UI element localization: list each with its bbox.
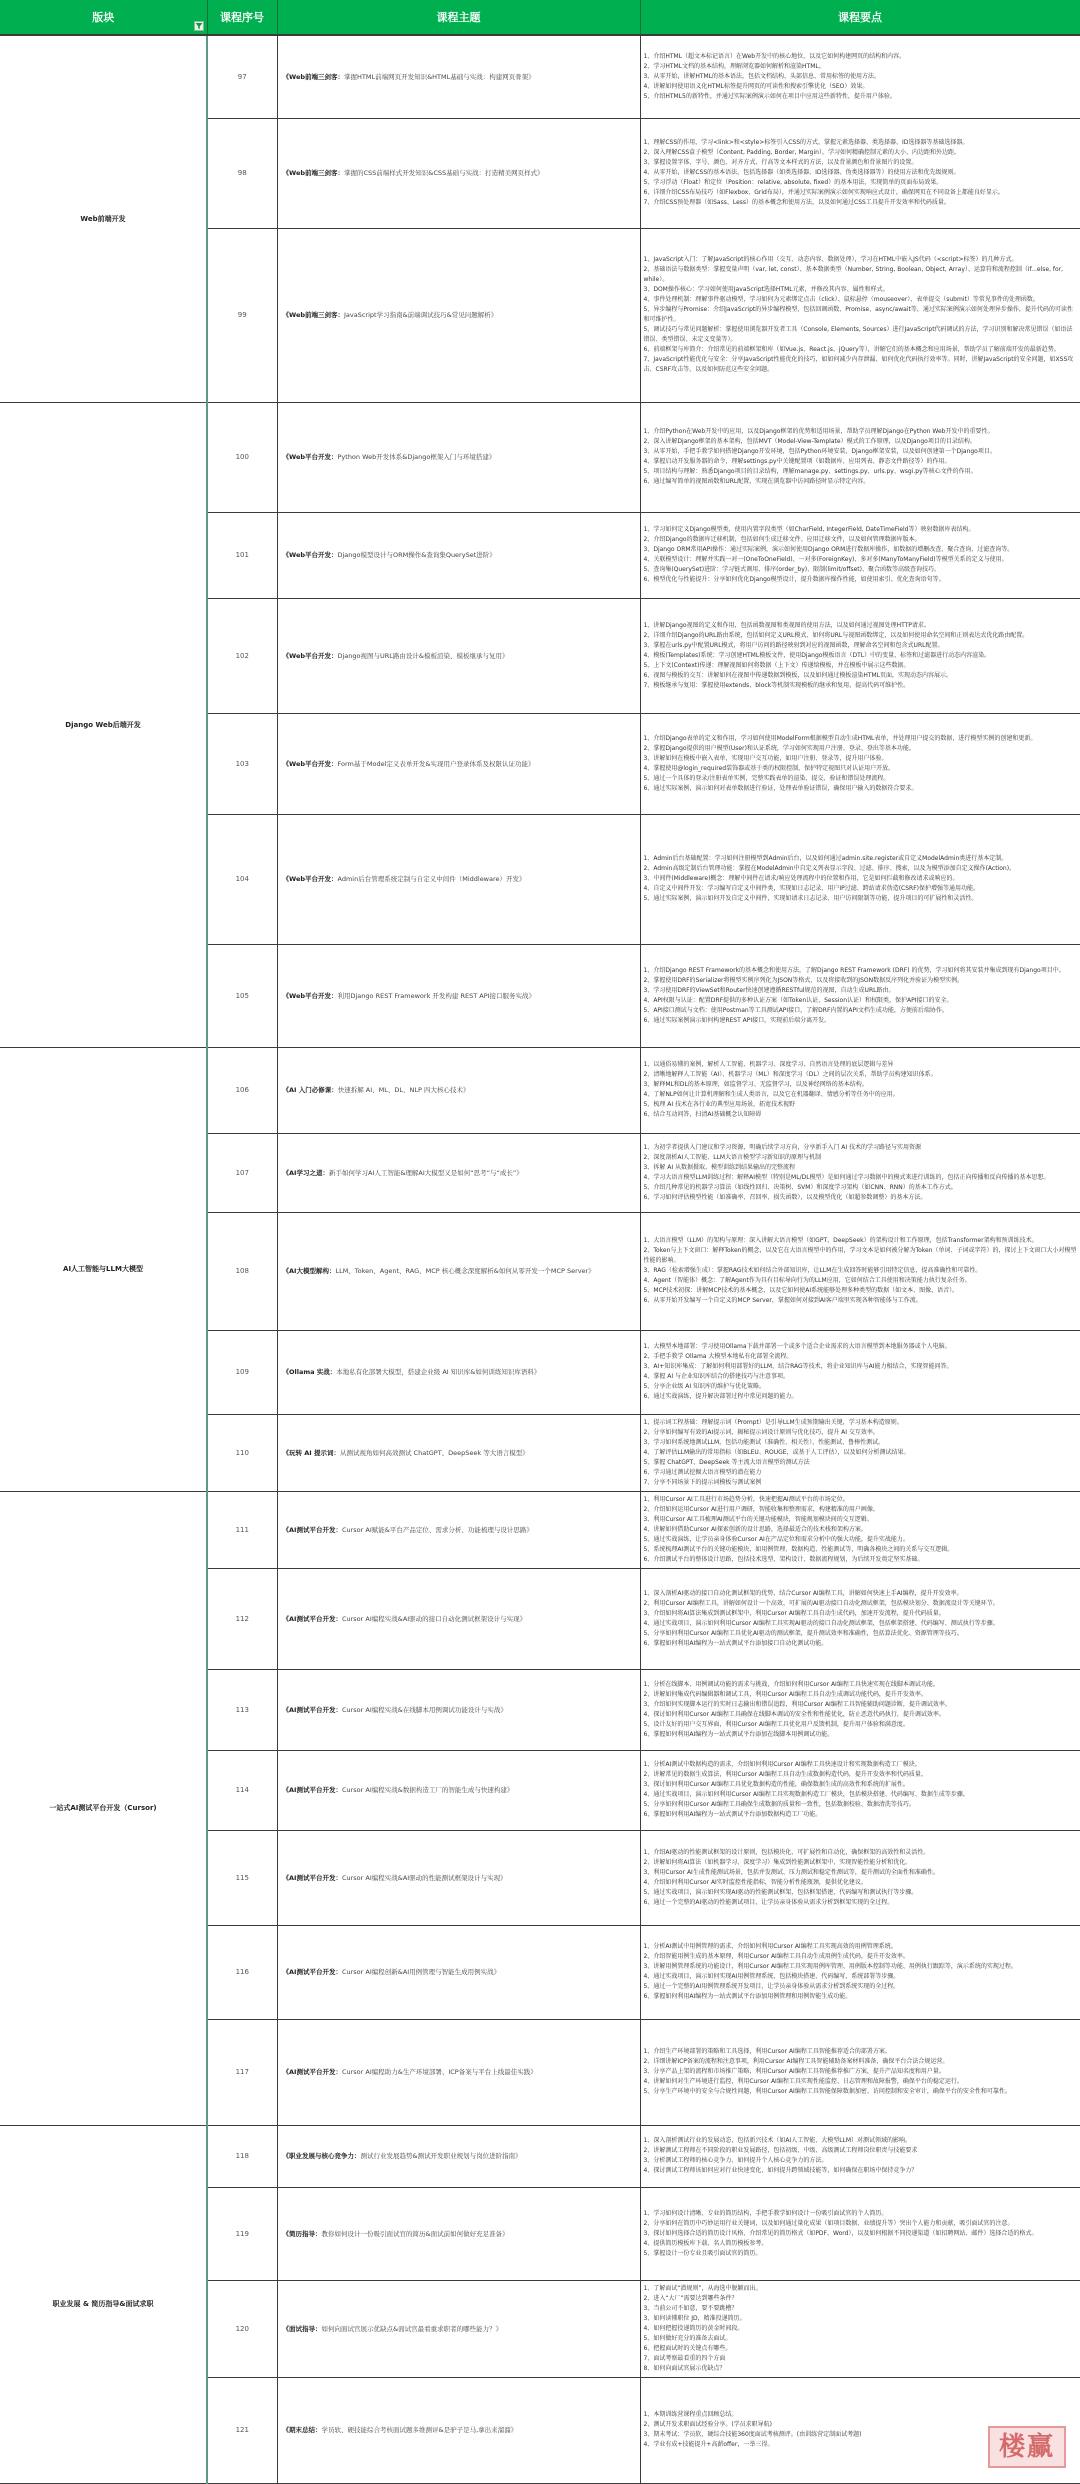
point-item: 6、介绍测试平台的整体设计思路，包括技术选型、架构设计、数据流程规划，为后续开发奠定坚实基础。	[643, 1555, 924, 1563]
course-number-cell[interactable]: 117	[207, 2019, 277, 2125]
point-item: 5、异步编程与Promise：介绍JavaScript的异步编程模型，包括回调函数、Promise、async/await等，通过实际案例演示如何处理异步操作，提升代码的可读性和可维护性。	[643, 306, 1073, 323]
point-item: 4、模板(Templates)系统：学习创建HTML模板文件，使用Django模板语言（DTL）中的变量、标签和过滤器进行动态内容渲染。	[643, 651, 991, 659]
course-topic-cell[interactable]	[277, 1212, 640, 1330]
point-item: 2、讲解如何将AI算法（如机器学习、深度学习）集成到性能测试框架中，实现智能性能分析和优化。	[643, 1858, 912, 1866]
point-item: 4、讲解如何对生产环境进行监控，利用Cursor AI编程工具实现性能监控、日志管理和故障报警，确保平台的稳定运行。	[643, 2078, 963, 2085]
topic-text: 快速拆解 AI、ML、DL、NLP 四大核心技术》	[337, 1086, 470, 1094]
course-points-cell[interactable]	[640, 2125, 1080, 2187]
point-item: 6、掌握如何利用AI编程为一站式测试平台添加接口自动化测试功能。	[643, 1639, 828, 1647]
table-row	[0, 402, 1080, 512]
point-item: 1、大语言模型（LLM）的架构与原理：深入讲解大语言模型（如GPT、DeepSeek）的架构设计和工作原理，包括Transformer架构和预训练技术。	[643, 1237, 1038, 1244]
point-item: 4、掌握使用@login_required装饰器或基于类的权限控制，保护特定视图只对认证用户开放。	[643, 764, 895, 772]
course-topic-cell[interactable]	[277, 35, 640, 118]
topic-prefix: 《Web平台开发：	[282, 991, 338, 1000]
point-item: 5、分享企业级 AI 知识库的维护与优化策略。	[643, 1383, 766, 1390]
point-item: 3、DOM操作核心：学习如何使用JavaScript选择HTML元素，并修改其内容、属性和样式。	[643, 286, 889, 293]
point-item: 4、Agent（智能体）概念：了解Agent作为具有目标导向行为的LLM应用，它如何结合工具使用和决策能力执行复杂任务。	[643, 1277, 971, 1284]
course-points-cell[interactable]	[640, 1925, 1080, 2019]
point-item: 1、介绍生产环境部署的策略和工具选择，利用Cursor AI编程工具智能推荐适合的部署方案。	[643, 2048, 891, 2055]
point-item: 6、通过编写简单的视图函数和URL配置，实现在浏览器中访问路径时显示特定内容。	[643, 478, 870, 485]
point-item: 1、Admin后台基础配置：学习如何注册模型到Admin后台，以及如何通过admin.site.register或自定义ModelAdmin类进行基本定制。	[643, 855, 1008, 862]
topic-prefix: 《简历指导：	[282, 2229, 322, 2238]
point-item: 4、讲解如何使用语义化HTML标签提升网页的可读性和搜索引擎优化（SEO）效果。	[643, 82, 869, 90]
topic-text: JavaScript学习指南&前端调试技巧&常见问题解析》	[344, 311, 498, 319]
course-topic-cell[interactable]	[277, 2377, 640, 2483]
course-points-cell[interactable]	[640, 228, 1080, 402]
point-item: 6、通过实际案例，演示如何对表单数据进行验证，处理表单验证错误，确保用户输入的数据符合要求。	[643, 784, 918, 792]
table-body	[0, 35, 1080, 2483]
topic-text: Cursor AI编程实战&AI驱动的接口自动化测试框架设计与实现》	[341, 1614, 527, 1623]
point-item: 2、深入讲解Django框架的基本架构，包括MVT（Model-View-Template）模式的工作原理，以及Django项目的目录结构。	[643, 438, 976, 445]
point-item: 6、掌握如何利用AI编程为一站式测试平台添加在线脚本用例调试功能。	[643, 1730, 834, 1738]
point-item: 3、拆解 AI 从数据摄取、模型训练到结果输出的完整流程	[643, 1163, 796, 1171]
block-cell[interactable]: 一站式AI测试平台开发（Cursor)	[0, 1491, 207, 2125]
topic-text: 掌握HTML前端网页开发知识&HTML基础与实战：构建网页骨架》	[344, 72, 535, 81]
point-item: 5、通过实战项目，演示如何实现AI驱动的性能测试框架，包括框架搭建、代码编写和测试执行等步骤。	[643, 1888, 918, 1896]
point-item: 1、介绍Django REST Framework的基本概念和使用方法，了解Django REST Framework (DRF) 的优势，学习如何将其安装并集成到现有Django项目中。	[643, 966, 1065, 974]
header-row	[0, 0, 1080, 35]
point-item: 3、讲解如何在模板中嵌入表单，实现用户交互功能，如用户注册、登录等，提升用户体验。	[643, 754, 888, 762]
course-topic-cell[interactable]	[277, 2187, 640, 2280]
point-item: 1、介绍Python在Web开发中的应用，以及Django框架的优势和适用场景，帮助学员理解Django在Python Web开发中的重要性。	[643, 428, 994, 435]
course-points-cell[interactable]	[640, 1669, 1080, 1750]
point-item: 5、梳理 AI 技术在各行业的典型应用场景，拓宽技术视野	[643, 1101, 796, 1108]
point-item: 2、详细介绍Django的URL路由系统，包括如何定义URL模式、如何将URL与视图函数绑定，以及如何使用命名空间和正则表达式优化路由配置。	[643, 631, 1029, 639]
point-item: 2、清晰地解释人工智能（AI）、机器学习（ML）和深度学习（DL）之间的层次关系，帮助学员构建知识体系。	[643, 1071, 937, 1078]
block-cell[interactable]: 职业发展 & 简历指导&面试求职	[0, 2125, 207, 2483]
point-item: 3、探讨如何利用Cursor AI编程工具优化数据构造的性能，确保数据生成的高效性和系统的扩展性。	[643, 1781, 909, 1788]
point-item: 1、学习如何定义Django模型类，使用内置字段类型（如CharField, IntegerField, DateTimeField等）映射数据库表结构。	[643, 526, 975, 533]
course-number-cell[interactable]: 120	[207, 2280, 277, 2377]
point-item: 2、详细讲解ICP备案的流程和注意事项，利用Cursor AI编程工具智能辅助备案材料准备，确保平台合法合规运营。	[643, 2058, 949, 2065]
point-item: 6、通过实际案例演示如何构建REST API接口，实现前后端分离开发。	[643, 1016, 831, 1024]
point-item: 2、介绍Django的数据库迁移机制，包括如何生成迁移文件、应用迁移文件，以及如何管理数据库版本。	[643, 536, 921, 543]
course-number-cell[interactable]: 101	[207, 512, 277, 598]
point-item: 2、讲解常见的数据生成算法，利用Cursor AI编程工具自动生成数据构造代码，提升开发效率和代码质量。	[643, 1771, 927, 1778]
course-topic-cell[interactable]	[277, 814, 640, 944]
point-item: 1、了解面试“潜规则”，从海选中脱颖而出。	[643, 2284, 762, 2292]
course-topic-cell[interactable]	[277, 1491, 640, 1568]
course-topic-cell[interactable]	[277, 2280, 640, 2377]
point-item: 6、学习通过测试挖掘大语言模型的潜在能力	[643, 1468, 762, 1476]
point-item: 4、学业有成+技能提升+高薪offer，一举三得。	[643, 2441, 774, 2448]
course-points-cell[interactable]	[640, 512, 1080, 598]
point-item: 4、介绍如何利用Cursor AI实时监控性能指标，智能分析性能瓶颈，提供优化建议。	[643, 1878, 867, 1886]
point-item: 6、学习如何评估模型性能（如准确率、召回率、损失函数），以及模型优化（如超参数调整）的基本方法。	[643, 1193, 927, 1201]
point-item: 5、查询集(QuerySet)进阶：学习链式调用、排序(order_by)、限制(limit/offset)、聚合函数等高级查询技巧。	[643, 566, 941, 573]
point-item: 3、当前公司不如意，要不要跳槽？	[643, 2304, 738, 2312]
point-item: 3、分析测试工程师的核心竞争力、如何提升个人核心竞争力的方法。	[643, 2157, 828, 2164]
topic-text: Cursor AI编程助力&生产环境部署、ICP备案与平台上线最佳实践》	[341, 2068, 537, 2076]
point-item: 4、如何把握投递简历的黄金时间段。	[643, 2324, 744, 2332]
course-number-cell[interactable]: 118	[207, 2125, 277, 2187]
topic-prefix: 《Web前端三剑客：	[282, 72, 344, 81]
point-item: 1、JavaScript入门：了解JavaScript的核心作用（交互、动态内容、数据处理），学习在HTML中嵌入JS代码（<script>标签）的几种方式。	[643, 256, 1018, 263]
header-block[interactable]: 版块	[0, 0, 207, 35]
point-item: 3、中间件(Middleware)概念：理解中间件在请求/响应处理流程中的位置和作用，它是如何拦截和修改请求或响应的。	[643, 875, 959, 882]
point-item: 7、JavaScript性能优化与安全：分享JavaScript性能优化的技巧，如如何减少内存泄漏、如何优化代码执行效率等。同时，讲解JavaScript的安全问题，如XSS攻击、CSRF攻击等，以及如何防范这些安全问题。	[643, 356, 1074, 373]
point-item: 8、如何向面试官展示优缺点？	[643, 2364, 726, 2372]
course-points-cell[interactable]	[640, 35, 1080, 118]
course-number-cell[interactable]: 108	[207, 1212, 277, 1330]
point-item: 3、分享产品上架的流程和市场推广策略，利用Cursor AI编程工具智能推荐推广方案，提升产品知名度和用户量。	[643, 2068, 945, 2075]
point-item: 3、RAG（检索增强生成）：掌握RAG技术如何结合外部知识库，让LLM在生成回答时能够引用特定信息，提高准确性和可靠性。	[643, 1267, 982, 1274]
point-item: 1、介绍AI驱动的性能测试框架的设计原则，包括模块化、可扩展性和自动化，确保框架的高效性和灵活性。	[643, 1848, 930, 1856]
course-number-cell[interactable]: 97	[207, 35, 277, 118]
point-item: 5、掌握 ChatGPT、DeepSeek 等主流大语言模型的测试方法	[643, 1458, 810, 1466]
point-item: 2、介绍智能用例生成的基本原理，利用Cursor AI编程工具自动生成用例生成代码，提升开发效率。	[643, 1953, 909, 1960]
course-number-cell[interactable]: 112	[207, 1568, 277, 1669]
point-item: 1、理解CSS的作用，学习<link>和<style>标签引入CSS的方式，掌握元素选择器、类选择器、ID选择器等基础选择器。	[643, 139, 969, 146]
course-number-cell[interactable]: 102	[207, 598, 277, 713]
point-item: 2、学习HTML文档的基本结构，理解浏览器如何解析和渲染HTML。	[643, 62, 825, 70]
course-number-cell[interactable]: 105	[207, 944, 277, 1047]
point-item: 3、介绍如何实现脚本运行的实时日志输出和错误追踪，利用Cursor AI编程工具智能辅助问题诊断，提升调试效率。	[643, 1700, 951, 1708]
course-topic-cell[interactable]	[277, 2125, 640, 2187]
course-points-cell[interactable]	[640, 402, 1080, 512]
topic-prefix: 《Ollama 实战：	[282, 1368, 337, 1376]
point-item: 6、通过一个完整的AI驱动的性能测试项目，让学员亲身体验从需求分析到框架实现的全过程。	[643, 1898, 894, 1906]
point-item: 7、模板继承与复用：掌握使用extends、block等机制实现模板的继承和复用，提高代码可维护性。	[643, 681, 910, 689]
topic-text: 测试行业发展趋势&测试开发职业规划与岗位进阶指南》	[360, 2152, 522, 2160]
topic-prefix: 《Web平台开发：	[282, 551, 338, 559]
point-item: 5、学习浮动（Float）和定位（Position：relative, absolute, fixed）的基本用法，实现简单的页面布局效果。	[643, 179, 943, 186]
topic-prefix: 《Web平台开发：	[282, 875, 338, 883]
block-cell[interactable]: Django Web后端开发	[0, 402, 207, 1047]
topic-text: Cursor AI编程实战&AI驱动的性能测试框架设计与实现》	[341, 1873, 507, 1882]
topic-prefix: 《AI大模型解构：	[282, 1267, 336, 1275]
point-item: 3、学习使用DRF的ViewSet和Router快速创建遵循RESTful规范的视图，自动生成URL路由。	[643, 986, 895, 994]
block-cell[interactable]: AI人工智能与LLM大模型	[0, 1047, 207, 1491]
filter-icon[interactable]	[194, 21, 204, 31]
point-item: 1、提示词工程基础：理解提示词（Prompt）是引导LLM生成预期输出关键，学习基本构造原则。	[643, 1418, 903, 1426]
topic-prefix: 《面试指导：	[282, 2324, 322, 2333]
topic-prefix: 《Web平台开发：	[282, 453, 338, 461]
topic-text: Cursor AI赋能&平台产品定位、需求分析、功能梳理与设计思路》	[341, 1525, 533, 1534]
point-item: 4、通过实战项目，演示如何利用Cursor AI编程工具实现数据构造工厂模块，包括模块搭建、代码编写、数据生成等步骤。	[643, 1791, 969, 1798]
point-item: 1、分析AI测试中数据构造的需求，介绍如何利用Cursor AI编程工具快速设计和实现数据构造工厂模块。	[643, 1761, 921, 1768]
point-item: 4、自定义中间件开发：学习编写自定义中间件类，实现如日志记录、用户IP过滤、跨站请求伪造(CSRF)保护增强等通用功能。	[643, 885, 980, 892]
point-item: 3、如何读懂职位 JD，精准投递简历。	[643, 2314, 746, 2322]
table-row	[0, 1491, 1080, 1568]
topic-text: LLM、Token、Agent、RAG、MCP 核心概念深度解析&如何从零开发一个MCP Server》	[335, 1267, 595, 1275]
course-number-cell[interactable]: 98	[207, 118, 277, 228]
point-item: 3、从零开始，手把手教学如何搭建Django开发环境，包括Python环境安装、Django框架安装，以及如何创建第一个Django项目。	[643, 448, 996, 455]
point-item: 1、学习如何设计清晰、专业的简历结构，手把手教学如何设计一份吸引面试官的个人简历。	[643, 2209, 888, 2217]
course-number-cell[interactable]: 104	[207, 814, 277, 944]
course-points-cell[interactable]	[640, 1133, 1080, 1212]
point-item: 1、分析在线脚本、用例调试功能的需求与挑战，介绍如何利用Cursor AI编程工具快速实现在线脚本调试功能。	[643, 1680, 939, 1688]
course-points-cell[interactable]	[640, 2187, 1080, 2280]
watermark-stamp: 楼赢	[988, 2426, 1066, 2468]
course-points-cell[interactable]	[640, 1750, 1080, 1830]
block-cell[interactable]: Web前端开发	[0, 35, 207, 402]
topic-text: Admin后台管理系统定制与自定义中间件（Middleware）开发》	[337, 875, 526, 883]
point-item: 5、上下文(Context)传递：理解视图如何将数据（上下文）传递给模板，并在模板中展示这些数据。	[643, 661, 910, 669]
topic-prefix: 《期末总结：	[282, 2426, 322, 2434]
topic-prefix: 《Web平台开发：	[282, 651, 338, 660]
point-item: 3、利用Cursor AI工具梳理AI测试平台的关键功能模块，智能规划模块间的交互逻辑。	[643, 1515, 873, 1523]
topic-text: 掌握的CSS前端样式开发知识&CSS基础与实战：打造精美网页样式》	[344, 169, 544, 177]
point-item: 2、深度剖析AI人工智能、LLM大语言模型学习新知识的原理与机制	[643, 1153, 822, 1161]
course-topic-cell[interactable]	[277, 402, 640, 512]
point-item: 6、把握面试时的关键点有哪些。	[643, 2344, 732, 2352]
course-points-cell[interactable]	[640, 1212, 1080, 1330]
course-points-cell[interactable]	[640, 1568, 1080, 1669]
point-item: 1、本期训练营课程重点回顾总结。	[643, 2411, 738, 2418]
point-item: 1、讲解Django视图的定义和作用，包括函数视图和类视图的使用方法，以及如何通过视图处理HTTP请求。	[643, 621, 930, 629]
header-course-topic[interactable]: 课程主题	[277, 0, 640, 35]
topic-text: Cursor AI编程创新&AI用例管理与智能生成用例实战》	[341, 1968, 501, 1976]
course-topic-cell[interactable]	[277, 1330, 640, 1414]
course-number-cell[interactable]: 107	[207, 1133, 277, 1212]
course-topic-cell[interactable]	[277, 598, 640, 713]
point-item: 3、介绍如何将AI算法集成到测试框架中，利用Cursor AI编程工具自动生成代码，加速开发流程，提升代码质量。	[643, 1609, 945, 1617]
point-item: 5、分享生产环境中的安全与合规性问题，利用Cursor AI编程工具智能保障数据加密、访问控制和安全审计，确保平台的安全性和可靠性。	[643, 2088, 1011, 2095]
topic-text: 本地私有化部署大模型，搭建企业级 AI 知识库&如何训练知识库语料》	[336, 1368, 541, 1376]
point-item: 5、介绍HTML5的新特性，并通过实际案例演示如何在项目中应用这些新特性，提升用户体验。	[643, 92, 896, 100]
point-item: 2、手把手教学 Ollama 大模型本地私有化部署全流程。	[643, 1353, 793, 1360]
point-item: 4、掌握 AI 与企业知识库结合的搭建技巧与注意事项。	[643, 1373, 790, 1380]
topic-text: 教你如何设计一份吸引面试官的简历&面试前如何做好充足准备》	[321, 2229, 509, 2238]
point-item: 4、事件处理机制：理解事件驱动模型，学习如何为元素绑定点击（click）、鼠标悬停（mouseover）、表单提交（submit）等常见事件的处理函数。	[643, 296, 1039, 303]
point-item: 6、掌握如何利用AI编程为一站式测试平台添加数据构造工厂功能。	[643, 1811, 822, 1818]
point-item: 3、掌握在urls.py中配置URL模式，将用户访问的路径映射到对应的视图函数，理解命名空间和包含式URL配置。	[643, 641, 944, 649]
course-number-cell[interactable]: 111	[207, 1491, 277, 1568]
point-item: 5、介绍几种常见的机器学习算法（如线性回归、决策树、SVM）和深度学习架构（如CNN、RNN）的基本工作方式。	[643, 1183, 957, 1191]
course-points-cell[interactable]	[640, 2280, 1080, 2377]
point-item: 4、探讨测试工程师该如何应对行业快速变化、如何提升跨领域技能等，如何确保在职场中保持竞争力？	[643, 2167, 918, 2174]
point-item: 5、调试技巧与常见问题解析：掌握使用浏览器开发者工具（Console, Elements, Sources）进行JavaScript代码调试的方法，学习识别和解决常见错误（如语法错误、类型错误、未定义变量等）。	[643, 326, 1073, 343]
course-number-cell[interactable]: 99	[207, 228, 277, 402]
topic-prefix: 《职业发展与核心竞争力：	[282, 2152, 361, 2160]
course-topic-cell[interactable]	[277, 2019, 640, 2125]
topic-text: 利用Django REST Framework 开发构建 REST API接口服务实战》	[337, 991, 536, 1000]
point-item: 5、分享如何利用Cursor AI编程工具优化AI驱动的测试框架，提升测试效率和准确性，包括算法优化、资源管理等技巧。	[643, 1629, 963, 1637]
point-item: 1、大模型本地部署：学习使用Ollama下载并部署一个或多个适合企业需求的大语言模型到本地服务器或个人电脑。	[643, 1343, 951, 1350]
course-number-cell[interactable]: 114	[207, 1750, 277, 1830]
topic-text: 如何向面试官展示优缺点&面试官最看重求职者的哪些能力？》	[321, 2324, 503, 2333]
point-item: 3、期末考试：学员软、硬综合技能360度面试考核测评。(由训练营定制面试考题)	[643, 2431, 862, 2438]
course-number-cell[interactable]: 119	[207, 2187, 277, 2280]
topic-prefix: 《AI测试平台开发：	[282, 2068, 342, 2076]
point-item: 3、学习如何系统地测试LLM，包括功能测试（准确性、相关性）、性能测试、鲁棒性测试。	[643, 1438, 885, 1446]
course-topic-cell[interactable]	[277, 1830, 640, 1925]
point-item: 4、探讨如何利用Cursor AI编程工具确保在线脚本调试的安全性和性能优化，防止恶意代码执行，提升调试效率。	[643, 1710, 945, 1718]
point-item: 5、通过实战演练，让学员亲身体验Cursor AI在产品定位和需求分析中的强大功能，提升实战能力。	[643, 1535, 909, 1543]
point-item: 7、介绍CSS预处理器（如Sass、Less）的基本概念和使用方法，以及如何通过CSS工具提升开发效率和代码质量。	[643, 199, 950, 206]
point-item: 2、分享如何在简历中巧妙运用行业关键词，以及如何通过量化成果（如项目数据、业绩提升等）突出个人能力和贡献，吸引面试官的注意。	[643, 2219, 1014, 2227]
course-number-cell[interactable]: 116	[207, 1925, 277, 2019]
point-item: 5、通过一个完整的AI用例管理系统开发项目，让学员亲身体验从需求分析到系统实现的全过程。	[643, 1983, 900, 1990]
point-item: 3、从零开始，讲解HTML的基本语法，包括文档结构、头部信息、常用标签的使用方法。	[643, 72, 881, 80]
point-item: 4、了解NLP如何让计算机理解和生成人类语言，以及它在机器翻译、情感分析等任务中的应用。	[643, 1091, 899, 1098]
point-item: 1、介绍Django表单的定义和作用，学习如何使用ModelForm根据模型自动生成HTML表单，并处理用户提交的数据，进行模型实例的创建和更新。	[643, 734, 1037, 742]
topic-text: 新手如何学习AI人工智能&理解AI大模型又是如何“思考”与“成长”》	[328, 1168, 523, 1177]
point-item: 5、通过实际案例，演示如何开发自定义中间件，实现如请求日志记录、用户访问限制等功能，提升项目的可扩展性和灵活性。	[643, 895, 978, 902]
point-item: 1、分析AI测试中用例管理的需求，介绍如何利用Cursor AI编程工具实现高效的用例管理系统。	[643, 1943, 897, 1950]
point-item: 4、讲解如何借助Cursor AI探索创新的设计思路，选择最适合的技术栈和架构方案。	[643, 1525, 867, 1533]
point-item: 5、MCP技术初探：讲解MCP技术的基本概念，以及它如何使AI系统能够处理多种类型的数据（如文本、图像、语音）。	[643, 1287, 959, 1294]
point-item: 1、为初学者提供入门建议和学习资源，明确后续学习方向，分享新手入门 AI 技术的学习路径与实用资源	[643, 1143, 922, 1151]
topic-prefix: 《AI测试平台开发：	[282, 1614, 342, 1623]
point-item: 4、提供简历模板库下载、名人简历模板参考。	[643, 2239, 768, 2247]
table-row	[0, 35, 1080, 118]
point-item: 3、解释ML和DL的基本原理，如监督学习、无监督学习，以及神经网络的基本结构。	[643, 1081, 868, 1088]
course-points-cell[interactable]	[640, 1330, 1080, 1414]
point-item: 1、介绍HTML（超文本标记语言）在Web开发中的核心地位，以及它如何构建网页的结构和内容。	[643, 52, 906, 60]
course-topic-cell[interactable]	[277, 512, 640, 598]
point-item: 3、利用Cursor AI生成性能测试场景，包括并发测试、压力测试和稳定性测试等，提升测试的全面性和准确性。	[643, 1868, 939, 1876]
course-topic-cell[interactable]	[277, 228, 640, 402]
point-item: 6、通过实战演练，提升解决部署过程中常见问题的能力。	[643, 1393, 798, 1400]
table-row	[0, 1047, 1080, 1133]
point-item: 5、API接口测试与文档：使用Postman等工具测试API接口，了解DRF内置的API文档生成功能，方便前后端协作。	[643, 1006, 948, 1014]
point-item: 6、前端框架与库简介：介绍常见的前端框架和库（如Vue.js、React.js、jQuery等），讲解它们的基本概念和应用场景，帮助学员了解前端开发的最新趋势。	[643, 346, 1060, 353]
topic-prefix: 《Web平台开发：	[282, 759, 338, 768]
topic-text: Cursor AI编程实战&在线脚本用例调试功能设计与实战》	[341, 1705, 507, 1714]
course-points-cell[interactable]	[640, 814, 1080, 944]
point-item: 5、系统梳理AI测试平台的关键功能模块，如用例管理、数据构造、性能测试等，明确各模块之间的关系与交互逻辑。	[643, 1545, 954, 1553]
point-item: 4、通过实战项目，演示如何实现AI用例管理系统，包括模块搭建、代码编写、系统部署等步骤。	[643, 1973, 900, 1980]
course-points-cell[interactable]	[640, 1414, 1080, 1491]
point-item: 2、深入理解CSS盒子模型（Content, Padding, Border, Margin），学习如何精确控制元素的大小、内边距和外边距。	[643, 149, 960, 156]
point-item: 5、掌握设计一份专业且吸引面试官的简历。	[643, 2249, 762, 2257]
point-item: 2、Token与上下文窗口：解释Token的概念，以及它在大语言模型中的作用，学习文本是如何被分解为Token（单词、子词或字符）的，探讨上下文窗口大小对模型性能的影响。	[643, 1247, 1077, 1264]
course-number-cell[interactable]: 100	[207, 402, 277, 512]
point-item: 6、结合互动问答，扫清AI基础概念认知障碍	[643, 1111, 762, 1118]
point-item: 2、进入“大厂”需要达到哪些条件？	[643, 2294, 738, 2302]
point-item: 3、探讨如何选择合适的简历设计风格、介绍常见的简历格式（如PDF、Word），以及如何根据不同投递渠道（如招聘网站、邮件）选择合适的格式。	[643, 2229, 1038, 2237]
course-topic-cell[interactable]	[277, 944, 640, 1047]
course-number-cell[interactable]: 106	[207, 1047, 277, 1133]
point-item: 6、视图与模板的交互：讲解如何在视图中传递数据到模板，以及如何通过模板渲染HTML页面，实现动态内容展示。	[643, 671, 953, 679]
point-item: 6、详细介绍CSS布局技巧（如Flexbox、Grid布局），并通过实际案例演示如何实现响应式设计，确保网页在不同设备上都能良好显示。	[643, 189, 1004, 196]
course-points-cell[interactable]	[640, 1830, 1080, 1925]
point-item: 6、模型优化与性能提升：分享如何优化Django模型设计，提升数据库操作性能，如使用索引、优化查询语句等。	[643, 576, 945, 583]
point-item: 7、分享不同场景下的提示词模板与测试案例	[643, 1478, 762, 1486]
topic-prefix: 《Web前端三剑客：	[282, 169, 344, 177]
topic-text: Cursor AI编程实战&数据构造工厂的智能生成与快速构建》	[341, 1786, 514, 1794]
topic-text: 从测试视角如何高效测试 ChatGPT、DeepSeek 等大语言模型》	[339, 1448, 529, 1457]
topic-prefix: 《Web前端三剑客：	[282, 311, 344, 319]
course-topic-cell[interactable]	[277, 1047, 640, 1133]
point-item: 5、通过一个具体的登录/注册表单实例，完整实践表单的渲染、提交、验证和错误处理流程。	[643, 774, 890, 782]
course-topic-cell[interactable]	[277, 1568, 640, 1669]
point-item: 4、通过实战项目，演示如何利用Cursor AI编程工具实现AI驱动的接口自动化测试框架，包括框架搭建、代码编写、测试执行等步骤。	[643, 1619, 999, 1627]
point-item: 1、利用Cursor AI工具进行市场趋势分析，快速把握AI测试平台的市场定位。	[643, 1495, 849, 1503]
topic-prefix: 《AI测试平台开发：	[282, 1968, 342, 1976]
course-number-cell[interactable]: 113	[207, 1669, 277, 1750]
course-number-cell[interactable]: 110	[207, 1414, 277, 1491]
course-points-cell[interactable]	[640, 944, 1080, 1047]
point-item: 1、以通俗易懂的案例，解析人工智能、机器学习、深度学习、自然语言处理的底层逻辑与差异	[643, 1061, 894, 1068]
point-item: 1、深入剖析AI驱动的接口自动化测试框架的优势，结合Cursor AI编程工具，讲解如何快速上手AI编程，提升开发效率。	[643, 1589, 963, 1597]
point-item: 3、掌握设置字体、字号、颜色、对齐方式、行高等文本样式的方法，以及背景颜色和背景图片的设置。	[643, 159, 918, 166]
header-course-number[interactable]: 课程序号	[207, 0, 277, 35]
point-item: 3、AI+知识库集成：了解如何利用部署好的LLM，结合RAG等技术，将企业知识库与AI能力相结合，实现智能问答。	[643, 1363, 953, 1370]
topic-prefix: 《AI测试平台开发：	[282, 1873, 342, 1882]
course-number-cell[interactable]: 115	[207, 1830, 277, 1925]
course-points-cell[interactable]	[640, 1491, 1080, 1568]
topic-text: Django视图与URL路由设计&模板渲染、模板继承与复用》	[337, 651, 509, 660]
point-item: 2、介绍如何运用Cursor AI进行用户调研，智能收集和整理需求，构建精准的用户画像。	[643, 1505, 879, 1513]
point-item: 4、学习大语言模型LLM训练过程：解释AI模型（特别是ML/DL模型）是如何通过学习数据中的模式来进行训练的，包括正向传播和反向传播的基本思想。	[643, 1173, 1050, 1181]
topic-prefix: 《AI测试平台开发：	[282, 1525, 342, 1534]
point-item: 5、项目结构与理解：熟悉Django项目的目录结构，理解manage.py、settings.py、urls.py、wsgi.py等核心文件的作用。	[643, 468, 977, 475]
point-item: 2、利用Cursor AI编程工具，讲解如何设计一个高效、可扩展的AI驱动接口自动化测试框架，包括模块划分、数据流设计等关键环节。	[643, 1599, 999, 1607]
point-item: 7、面试考察最看重的四个方面	[643, 2354, 726, 2362]
point-item: 5、设计友好的用户交互界面，利用Cursor AI编程工具优化用户反馈机制，提升用户体验和满意度。	[643, 1720, 909, 1728]
table-row	[0, 2125, 1080, 2187]
point-item: 2、基础语法与数据类型：掌握变量声明（var, let, const）、基本数据类型（Number, String, Boolean, Object, Array）、运算符和流程控制（if...else, for, while）。	[643, 266, 1064, 283]
topic-prefix: 《玩转 AI 提示词：	[282, 1448, 340, 1457]
topic-text: Form基于Model定义表单开发&实现用户登录体系及权限认证功能》	[337, 759, 535, 768]
topic-prefix: 《AI测试平台开发：	[282, 1786, 342, 1794]
course-number-cell[interactable]: 121	[207, 2377, 277, 2483]
point-item: 6、掌握如何利用AI编程为一站式测试平台添加用例管理和用例智能生成功能。	[643, 1993, 852, 2000]
course-topic-cell[interactable]	[277, 713, 640, 814]
point-item: 2、掌握使用DRF的Serializer将模型实例序列化为JSON等格式，以及将接收到的JSON数据反序列化并验证为模型实例。	[643, 976, 964, 984]
course-points-cell[interactable]	[640, 2019, 1080, 2125]
course-points-cell[interactable]	[640, 1047, 1080, 1133]
topic-prefix: 《AI测试平台开发：	[282, 1705, 342, 1714]
point-item: 2、掌握Django提供的用户模型(User)和认证系统，学习如何实现用户注册、登录、登出等基本功能。	[643, 744, 915, 752]
topic-prefix: 《AI学习之道：	[282, 1168, 329, 1177]
course-topic-cell[interactable]	[277, 1414, 640, 1491]
course-points-cell[interactable]	[640, 118, 1080, 228]
point-item: 2、讲解如何集成代码编辑器和调试工具，利用Cursor AI编程工具自动生成调试功能代码，提升开发效率。	[643, 1690, 927, 1698]
topic-text: Django模型设计与ORM操作&查询集QuerySet进阶》	[337, 551, 496, 559]
course-number-cell[interactable]: 109	[207, 1330, 277, 1414]
course-topic-cell[interactable]	[277, 1669, 640, 1750]
course-number-cell[interactable]: 103	[207, 713, 277, 814]
course-points-cell[interactable]	[640, 598, 1080, 713]
point-item: 2、测试开发求职面试经验分享。(学员求职导航)	[643, 2421, 772, 2428]
course-topic-cell[interactable]	[277, 1133, 640, 1212]
header-course-points[interactable]: 课程要点	[640, 0, 1080, 35]
course-topic-cell[interactable]	[277, 1925, 640, 2019]
point-item: 5、如何做好充分的准备去面试。	[643, 2334, 732, 2342]
point-item: 4、从零开始，讲解CSS的基本语法，包括选择器（如类选择器、ID选择器、伪类选择器等）的使用方法和优先级规则。	[643, 169, 960, 176]
point-item: 4、API权限与认证：配置DRF提供的多种认证方案（如Token认证、Session认证）和权限类，保护API接口的安全。	[643, 996, 953, 1004]
point-item: 4、关联模型设计：理解并实践一对一(OneToOneField)、一对多(ForeignKey)、多对多(ManyToManyField)等模型关系的定义与使用。	[643, 556, 1008, 563]
point-item: 6、从零开始开发编写一个自定义的MCP Server，掌握如何对接到AI客户端里实现各种智能体与工作流。	[643, 1297, 922, 1304]
topic-text: 学员软、硬技能综合考核面试题多维测评&是驴子是马,拿出来溜溜》	[321, 2426, 518, 2434]
course-topic-cell[interactable]	[277, 1750, 640, 1830]
point-item: 2、Admin高级定制后台管理功能：掌握在ModelAdmin中自定义列表显示字段、过滤、排序、搜索，以及为模型添加自定义操作(Action)。	[643, 865, 1016, 872]
topic-text: Python Web开发体系&Django框架入门与环境搭建》	[337, 453, 496, 461]
point-item: 5、分享如何利用Cursor AI编程工具确保生成数据的质量和一致性，包括数据校验、数据清洗等技巧。	[643, 1801, 915, 1808]
point-item: 1、深入剖析测试行业的发展动态，包括新兴技术（如AI人工智能、大模型LLM）对测试领域的影响。	[643, 2137, 912, 2144]
point-item: 4、掌握启动开发服务器的命令，理解settings.py中关键配置项（如数据库、应用列表、静态文件路径等）的作用。	[643, 458, 951, 465]
course-points-cell[interactable]	[640, 713, 1080, 814]
point-item: 4、了解评估LLM输出的常用指标（如BLEU、ROUGE，或基于人工评估），以及如何分析测试结果。	[643, 1448, 910, 1456]
course-topic-cell[interactable]	[277, 118, 640, 228]
topic-prefix: 《AI 入门必修课：	[282, 1086, 338, 1094]
point-item: 2、讲解测试工程师在不同阶段的职业发展路径，包括初级、中级、高级测试工程师岗位职责与技能要求	[643, 2147, 918, 2154]
point-item: 3、讲解用例管理系统的功能设计，利用Cursor AI编程工具实现用例库管理、用例版本控制等功能、用例执行跟踪等，演示系统的实现过程。	[643, 1963, 1017, 1970]
point-item: 2、分享如何编写有效的AI提示词，揭秘提示词设计原则与优化技巧，提升 AI 交互效率。	[643, 1428, 879, 1436]
point-item: 3、Django ORM常用API操作：通过实际案例，演示如何使用Django ORM进行数据库操作，如数据的增删改查、聚合查询、过滤查询等。	[643, 546, 1014, 553]
